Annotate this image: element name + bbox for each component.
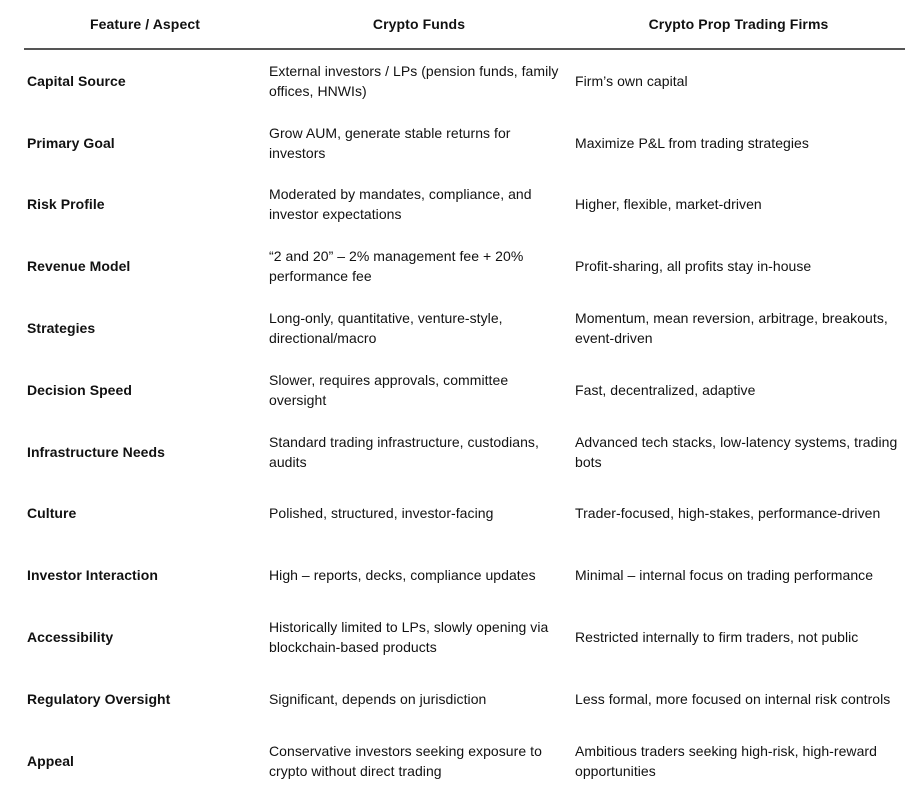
row-aspect: Capital Source <box>27 72 126 89</box>
comparison-table-container <box>24 0 905 792</box>
row-crypto-funds-value: External investors / LPs (pension funds, family offices, HNWIs) <box>269 62 559 99</box>
row-aspect: Appeal <box>27 752 74 769</box>
table-row <box>24 49 905 112</box>
table-body <box>24 49 905 792</box>
row-prop-firms-value: Maximize P&L from trading strategies <box>575 134 809 151</box>
row-crypto-funds-value: Slower, requires approvals, committee oversight <box>269 371 509 408</box>
table-row <box>24 730 905 792</box>
row-aspect: Revenue Model <box>27 258 131 275</box>
header-prop-trading-firms: Crypto Prop Trading Firms <box>572 0 905 49</box>
row-aspect: Infrastructure Needs <box>27 443 165 460</box>
row-prop-firms-value: Ambitious traders seeking high-risk, high-reward opportunities <box>575 742 877 779</box>
row-crypto-funds-value: Grow AUM, generate stable returns for investors <box>269 124 511 161</box>
row-crypto-funds-value: Standard trading infrastructure, custodians, audits <box>269 433 539 470</box>
row-crypto-funds-value: Historically limited to LPs, slowly opening via blockchain-based products <box>269 619 549 656</box>
header-row <box>24 0 905 49</box>
table-row <box>24 359 905 421</box>
comparison-table <box>24 0 905 792</box>
row-prop-firms-value: Restricted internally to firm traders, not public <box>575 629 859 646</box>
table-row <box>24 421 905 483</box>
row-prop-firms-value: Higher, flexible, market-driven <box>575 196 762 213</box>
table-row <box>24 112 905 174</box>
row-crypto-funds-value: High – reports, decks, compliance updates <box>269 567 536 584</box>
row-prop-firms-value: Trader-focused, high-stakes, performance-driven <box>575 505 881 522</box>
row-aspect: Primary Goal <box>27 134 115 151</box>
table-row <box>24 297 905 359</box>
table-row <box>24 544 905 606</box>
row-prop-firms-value: Momentum, mean reversion, arbitrage, breakouts, event-driven <box>575 310 888 347</box>
row-prop-firms-value: Minimal – internal focus on trading performance <box>575 567 874 584</box>
row-crypto-funds-value: Conservative investors seeking exposure to crypto without direct trading <box>269 742 542 779</box>
row-aspect: Culture <box>27 505 77 522</box>
row-prop-firms-value: Less formal, more focused on internal risk controls <box>575 690 891 707</box>
table-row <box>24 606 905 668</box>
row-prop-firms-value: Firm’s own capital <box>575 72 688 89</box>
row-crypto-funds-value: Polished, structured, investor-facing <box>269 505 494 522</box>
table-row <box>24 174 905 236</box>
row-aspect: Accessibility <box>27 629 114 646</box>
row-aspect: Decision Speed <box>27 381 132 398</box>
header-crypto-funds: Crypto Funds <box>266 0 572 49</box>
row-aspect: Risk Profile <box>27 196 105 213</box>
table-row <box>24 668 905 730</box>
row-aspect: Strategies <box>27 320 96 337</box>
row-prop-firms-value: Fast, decentralized, adaptive <box>575 381 756 398</box>
row-prop-firms-value: Advanced tech stacks, low-latency systems, trading bots <box>575 433 898 470</box>
header-feature-aspect: Feature / Aspect <box>24 0 266 49</box>
row-crypto-funds-value: Long-only, quantitative, venture-style, directional/macro <box>269 310 503 347</box>
row-prop-firms-value: Profit-sharing, all profits stay in-house <box>575 258 812 275</box>
row-aspect: Regulatory Oversight <box>27 690 171 707</box>
row-crypto-funds-value: Significant, depends on jurisdiction <box>269 690 487 707</box>
row-crypto-funds-value: “2 and 20” – 2% management fee + 20% performance fee <box>269 248 524 285</box>
table-header <box>24 0 905 49</box>
row-crypto-funds-value: Moderated by mandates, compliance, and investor expectations <box>269 186 532 223</box>
table-row <box>24 235 905 297</box>
row-aspect: Investor Interaction <box>27 567 158 584</box>
table-row <box>24 483 905 545</box>
